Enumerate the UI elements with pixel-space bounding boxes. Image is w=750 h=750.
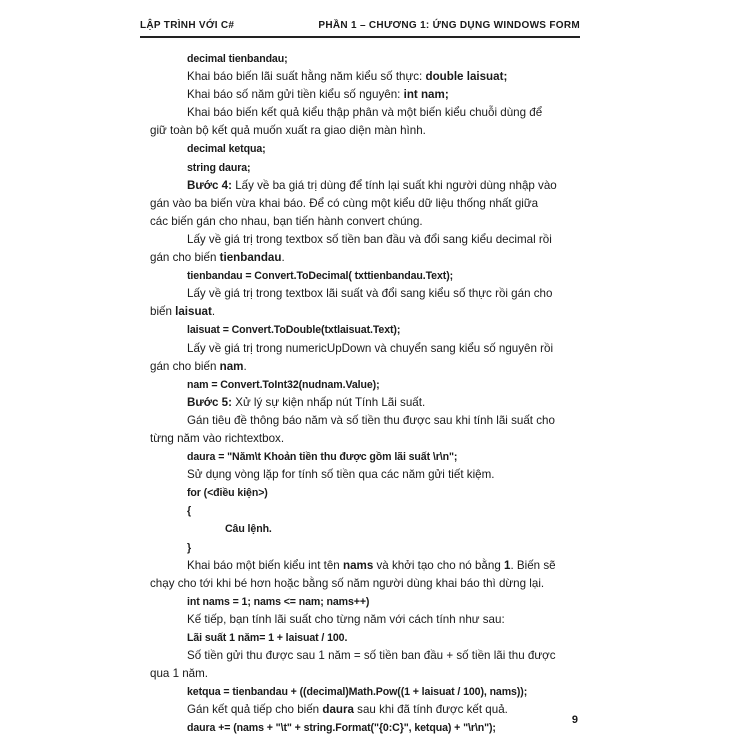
- text-run: Xử lý sự kiện nhấp nút Tính Lãi suất.: [232, 395, 426, 409]
- running-header: [140, 14, 580, 38]
- code-line: for (<điều kiện>): [187, 487, 268, 500]
- formula-line: Lãi suất 1 năm= 1 + laisuat / 100.: [187, 632, 348, 644]
- text-run: gán cho biến: [150, 251, 220, 265]
- value-run: 1: [504, 558, 511, 572]
- text-line: Lấy về giá trị trong textbox số tiền ban đầu và đổi sang kiểu decimal rồi: [187, 232, 552, 246]
- header-book-title: LẬP TRÌNH VỚI C#: [140, 20, 235, 31]
- text-line: Gán tiêu đề thông báo năm và số tiền thu được sau khi tính lãi suất cho: [187, 413, 555, 427]
- text-line: [150, 86, 580, 104]
- code-line: daura += (nams + "\t" + string.Format("{0:C}", ketqua) + "\r\n");: [187, 722, 496, 735]
- code-run: int nam;: [403, 88, 449, 102]
- text-run: gán cho biến: [150, 359, 220, 373]
- text-run: Khai báo một biến kiểu int tên: [187, 558, 343, 572]
- text-run: .: [243, 359, 247, 373]
- text-run: Khai báo số năm gửi tiền kiểu số nguyên:: [187, 88, 404, 102]
- text-line: qua 1 năm.: [150, 667, 209, 681]
- step-label: Bước 5:: [187, 395, 232, 409]
- text-line: [150, 557, 580, 575]
- code-line: decimal ketqua;: [187, 143, 266, 156]
- variable-name: laisuat: [175, 305, 212, 319]
- text-run: và khởi tạo cho nó bằng: [373, 558, 504, 572]
- step-line: [150, 177, 580, 195]
- variable-name: tienbandau: [219, 251, 282, 265]
- text-line: Lấy về giá trị trong numericUpDown và chuyển sang kiểu số nguyên rồi: [187, 341, 554, 355]
- variable-name: daura: [322, 703, 354, 717]
- text-line: [150, 303, 580, 321]
- code-line: {: [187, 505, 192, 518]
- page-number: 9: [571, 714, 578, 726]
- text-run: sau khi đã tính được kết quả.: [353, 703, 508, 717]
- text-line: Lấy về giá trị trong textbox lãi suất và đổi sang kiểu số thực rồi gán cho: [187, 287, 553, 301]
- header-chapter-title: PHẦN 1 – CHƯƠNG 1: ỨNG DỤNG WINDOWS FORM: [318, 20, 580, 31]
- text-run: Gán kết quả tiếp cho biến: [187, 703, 323, 717]
- code-line: laisuat = Convert.ToDouble(txtlaisuat.Text);: [187, 324, 401, 337]
- text-run: biến: [150, 305, 176, 319]
- text-line: Sử dụng vòng lặp for tính số tiền qua các năm gửi tiết kiệm.: [187, 468, 495, 482]
- text-run: . Biến sẽ: [510, 558, 556, 572]
- page-body: [150, 50, 580, 738]
- text-line: Khai báo biến kết quả kiểu thập phân và một biến kiểu chuỗi dùng để: [187, 106, 543, 120]
- text-line: Kế tiếp, bạn tính lãi suất cho từng năm với cách tính như sau:: [187, 612, 505, 626]
- code-line: nam = Convert.ToInt32(nudnam.Value);: [187, 378, 380, 391]
- text-line: chạy cho tới khi bé hơn hoặc bằng số năm người dùng khai báo thì dừng lại.: [150, 576, 545, 590]
- code-line: daura = "Năm\t Khoản tiền thu được gồm lãi suất \r\n";: [187, 451, 458, 464]
- code-line: decimal tienbandau;: [187, 53, 288, 65]
- step-label: Bước 4:: [187, 178, 232, 192]
- code-line: int nams = 1; nams <= nam; nams++): [187, 595, 370, 608]
- code-line: }: [187, 541, 192, 554]
- code-line: tienbandau = Convert.ToDecimal( txttienbandau.Text);: [187, 270, 454, 283]
- code-run: double laisuat;: [425, 70, 508, 84]
- text-run: Khai báo biến lãi suất hằng năm kiểu số thực:: [187, 70, 426, 84]
- text-line: [150, 68, 580, 86]
- text-run: .: [211, 305, 216, 319]
- variable-name: nam: [219, 359, 244, 373]
- text-run: .: [281, 251, 285, 265]
- text-line: Số tiền gửi thu được sau 1 năm = số tiền ban đầu + số tiền lãi thu được: [187, 649, 556, 663]
- text-line: giữ toàn bộ kết quả muốn xuất ra giao diện màn hình.: [150, 124, 426, 138]
- text-line: [150, 701, 580, 719]
- code-line: ketqua = tienbandau + ((decimal)Math.Pow((1 + laisuat / 100), nams));: [187, 686, 528, 699]
- text-line: [150, 358, 580, 376]
- text-line: gán vào ba biến vừa khai báo. Để có cùng một kiểu dữ liệu thống nhất giữa: [150, 196, 539, 210]
- text-line: từng năm vào richtextbox.: [150, 431, 285, 445]
- code-line: Câu lệnh.: [225, 523, 272, 536]
- variable-name: nams: [342, 558, 374, 572]
- text-line: các biến gán cho nhau, bạn tiến hành convert chúng.: [150, 214, 423, 228]
- text-line: [150, 249, 580, 267]
- step-line: [150, 394, 580, 412]
- code-line: string daura;: [187, 161, 251, 174]
- text-run: Lấy về ba giá trị dùng để tính lại suất khi người dùng nhập vào: [232, 178, 557, 192]
